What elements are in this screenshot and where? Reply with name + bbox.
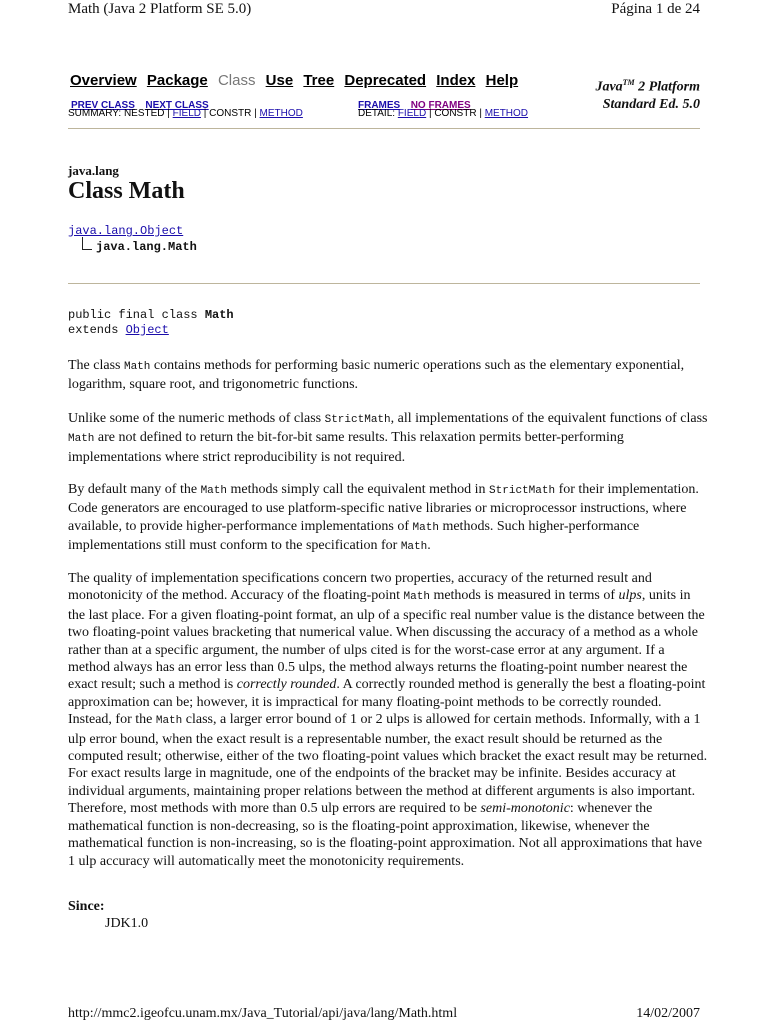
platform-edition: Standard Ed. 5.0 <box>602 96 700 112</box>
since-label: Since: <box>68 899 105 914</box>
summary-mid: | CONSTR | <box>201 108 260 119</box>
description-paragraph-1: The class Math contains methods for performing basic numeric operations such as the elementary exponential, logarithm, square root, and trigonometric functions. <box>68 358 685 393</box>
extends-object-link[interactable]: Object <box>125 323 169 337</box>
page-footer-date: 14/02/2007 <box>636 1006 700 1021</box>
inheritance-tree-icon <box>82 237 92 250</box>
package-name: java.lang <box>68 163 119 178</box>
class-divider <box>68 283 700 284</box>
since-value: JDK1.0 <box>105 916 149 931</box>
top-navbar <box>70 72 524 89</box>
nav-deprecated-link[interactable]: Deprecated <box>344 72 427 89</box>
extends-keyword: extends <box>68 323 126 337</box>
platform-tm: TM <box>622 78 635 87</box>
nav-overview-link[interactable]: Overview <box>70 72 137 89</box>
no-frames-link[interactable]: NO FRAMES <box>410 100 471 111</box>
class-title: Class Math <box>68 178 185 204</box>
page-number: Página 1 de 24 <box>611 1 700 17</box>
declaration-class-name: Math <box>204 308 234 322</box>
platform-line1-suffix: 2 Platform <box>634 79 700 95</box>
nav-class-current: Class <box>217 72 256 89</box>
frames-link[interactable]: FRAMES <box>358 100 401 111</box>
current-class-name: java.lang.Math <box>96 240 197 254</box>
detail-method-link[interactable]: METHOD <box>484 108 529 119</box>
summary-field-link[interactable]: FIELD <box>172 108 201 119</box>
next-class-link[interactable]: NEXT CLASS <box>145 100 209 111</box>
nav-package-link[interactable]: Package <box>146 72 208 89</box>
page-header-title: Math (Java 2 Platform SE 5.0) <box>68 1 252 17</box>
description-paragraph-4: The quality of implementation specifications concern two properties, accuracy of the returned result and monotonicity of the method. Accuracy of the floating-point Math methods is measured in terms of ulps, units in the last place. For a given floating-point format, an ulp of a specific real number value is the distance between the two floating-point values bracketing that numerical value. When discussing the accuracy of a method as a whole rather than at a specific argument, the number of ulps cited is for the worst-case error at any argument. If a method always has an error less than 0.5 ulps, the method always returns the floating-point number nearest the exact result; such a method is correctly rounded. A correctly rounded method is generally the best a floating-point approximation can be; however, it is impractical for many floating-point methods to be correctly rounded. Instead, for the Math class, a larger error bound of 1 or 2 ulps is allowed for certain methods. Informally, with a 1 ulp error bound, when the exact result is a representable number, the exact result should be returned as the computed result; otherwise, either of the two floating-point values which bracket the exact result may be returned. For exact results large in magnitude, one of the endpoints of the bracket may be infinite. Besides accuracy at individual arguments, maintaining proper relations between the method at different arguments is also important. Therefore, most methods with more than 0.5 ulp errors are required to be semi-monotonic: whenever the mathematical function is non-decreasing, so is the floating-point approximation, likewise, whenever the mathematical function is non-increasing, so is the floating-point approximation. Not all approximations that have 1 ulp accuracy will automatically meet the monotonicity requirements. <box>68 571 708 869</box>
detail-nav <box>358 108 528 119</box>
page-footer-url: http://mmc2.igeofcu.unam.mx/Java_Tutorial/api/java/lang/Math.html <box>68 1006 458 1021</box>
class-declaration <box>68 308 234 322</box>
nav-help-link[interactable]: Help <box>485 72 519 89</box>
declaration-modifiers: public final class <box>68 308 205 322</box>
description-paragraph-3: By default many of the Math methods simply call the equivalent method in StrictMath for their implementation. Code generators are encouraged to use platform-specific native libraries or microprocessor instructions, where available, to provide higher-performance implementations of Math methods. Such higher-performance implementations still must conform to the specification for Math. <box>68 482 699 554</box>
summary-nav <box>68 108 303 119</box>
detail-prefix: DETAIL: <box>358 108 398 119</box>
class-extends <box>68 323 169 337</box>
superclass-link[interactable]: java.lang.Object <box>68 224 184 238</box>
detail-field-link[interactable]: FIELD <box>397 108 427 119</box>
description-paragraph-2: Unlike some of the numeric methods of class StrictMath, all implementations of the equivalent functions of class Math are not defined to return the bit-for-bit same results. This relaxation permits better-performing implementations where strict reproducibility is not required. <box>68 411 708 465</box>
prev-class-link[interactable]: PREV CLASS <box>71 100 135 111</box>
nav-tree-link[interactable]: Tree <box>303 72 335 89</box>
summary-prefix: SUMMARY: NESTED | <box>68 108 173 119</box>
nav-use-link[interactable]: Use <box>265 72 294 89</box>
header-divider <box>68 128 700 129</box>
detail-mid: | CONSTR | <box>426 108 485 119</box>
summary-method-link[interactable]: METHOD <box>259 108 303 119</box>
nav-index-link[interactable]: Index <box>436 72 476 89</box>
platform-label <box>595 74 700 113</box>
platform-java: Java <box>595 79 623 95</box>
